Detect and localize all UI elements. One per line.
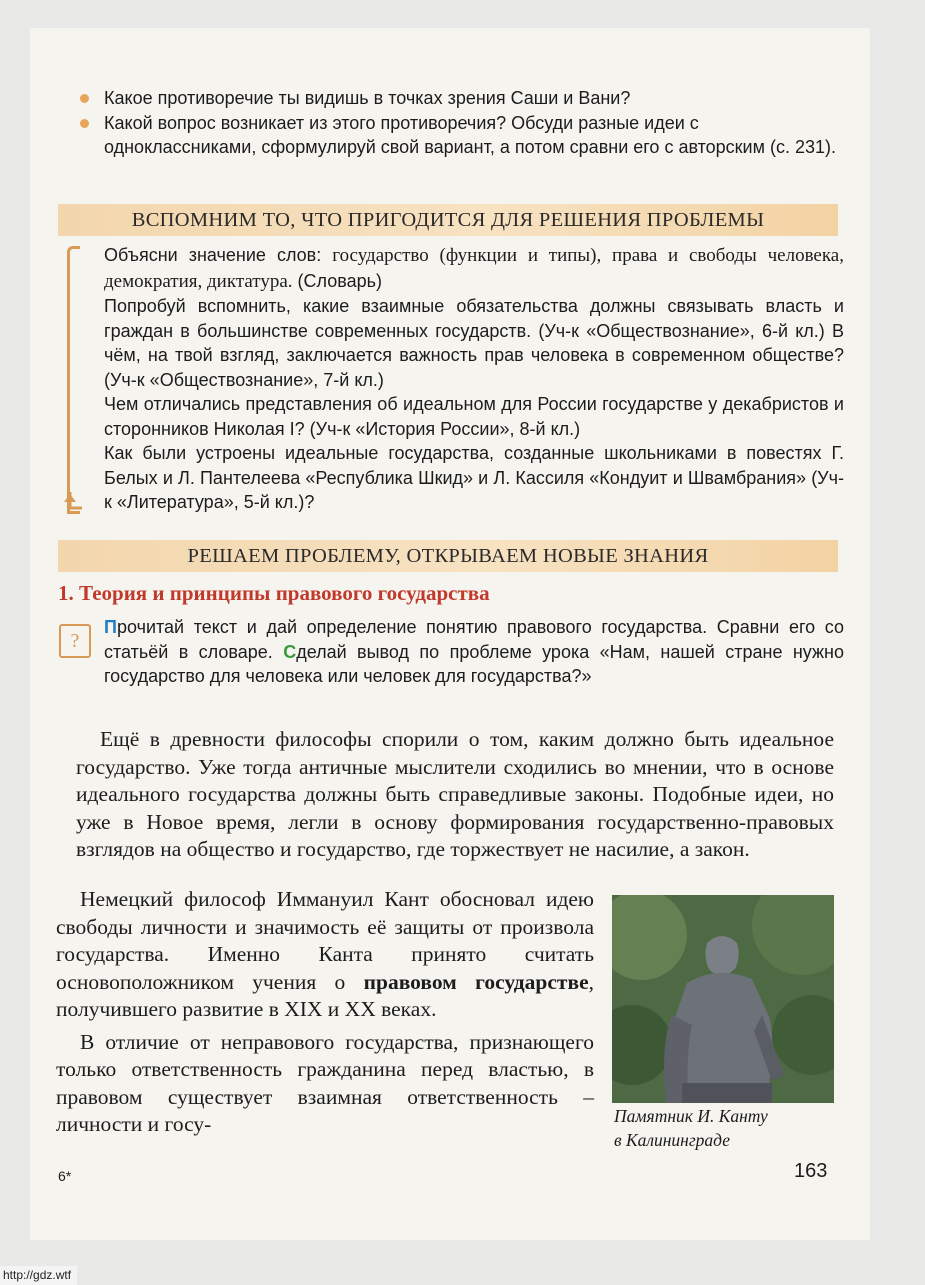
return-arrow-icon (62, 490, 86, 514)
task-instructions: Прочитай текст и дай определение понятию правового государства. Сравни его со статьёй в словаре. Сделай вывод по проблеме урока «Нам, нашей стране нужно государство для человека или человек для государства?» (104, 617, 844, 686)
text-column (56, 886, 594, 1139)
photo-caption: Памятник И. Канту в Калининграде (614, 1106, 768, 1150)
main-paragraph: Ещё в древности философы спорили о том, каким должно быть идеальное государство. Уже тогда античные мыслители сходились во мнении, что в основе идеального государства должны быть справедливые законы. Подобные идеи, но уже в Новое время, легли в основу формирования государственно-правовых взглядов на общество и государство, где торжествует не насилие, а закон. (76, 727, 834, 861)
subsection-heading: 1. Теория и принципы правового государства (58, 581, 490, 605)
responsibility-paragraph: В отличие от неправового государства, признающего только ответственность гражданина перед властью, в правовом существует взаимная ответственность – личности и госу- (56, 1029, 594, 1136)
recall-paragraph: Объясни значение слов: государство (функции и типы), права и свободы человека, демократия, диктатура. (Словарь) (104, 245, 844, 292)
bullet-icon (80, 119, 89, 128)
kant-monument-photo (612, 895, 834, 1103)
recall-paragraph: Как были устроены идеальные государства, созданные школьниками в повестях Г. Белых и Л. Пантелеева «Республика Шкид» и Л. Кассиля «Кондуит и Швамбрания» (Уч-к «Литература», 5-й кл.)? (104, 443, 844, 512)
page-number: 163 (794, 1160, 828, 1182)
section-header-new-knowledge: РЕШАЕМ ПРОБЛЕМУ, ОТКРЫВАЕМ НОВЫЕ ЗНАНИЯ (58, 540, 838, 572)
bullet-icon (80, 94, 89, 103)
signature-mark: 6* (58, 1168, 72, 1184)
list-item: Какое противоречие ты видишь в точках зрения Саши и Вани? (78, 86, 838, 111)
section-header-recall: ВСПОМНИМ ТО, ЧТО ПРИГОДИТСЯ ДЛЯ РЕШЕНИЯ ПРОБЛЕМЫ (58, 204, 838, 236)
textbook-page (30, 28, 870, 1240)
recall-block (104, 243, 844, 515)
bullet-list (78, 86, 838, 160)
recall-paragraph: Попробуй вспомнить, какие взаимные обязательства должны связывать власть и граждан в большинстве современных государств. (Уч-к «Обществознание», 6-й кл.) В чём, на твой взгляд, заключается важность прав человека в современном обществе? (Уч-к «Обществознание», 7-й кл.) (104, 296, 844, 390)
question-icon: ? (59, 624, 91, 658)
key-term: правовом государстве (363, 969, 589, 994)
kant-paragraph: Немецкий философ Иммануил Кант обосновал идею свободы личности и значимость её защиты от произвола государства. Именно Канта принято считать основоположником учения о правовом государстве, получившего развитие в XIX и XX веках. (56, 887, 594, 1021)
watermark-url: http://gdz.wtf (0, 1266, 77, 1285)
bracket-decoration (67, 246, 80, 514)
recall-paragraph: Чем отличались представления об идеальном для России государстве у декабристов и сторонников Николая I? (Уч-к «История России», 8-й кл.) (104, 394, 844, 439)
list-item: Какой вопрос возникает из этого противоречия? Обсуди разные идеи с одноклассниками, сформулируй свой вариант, а потом сравни его с авторским (с. 231). (78, 111, 838, 160)
monument-image (612, 895, 834, 1103)
